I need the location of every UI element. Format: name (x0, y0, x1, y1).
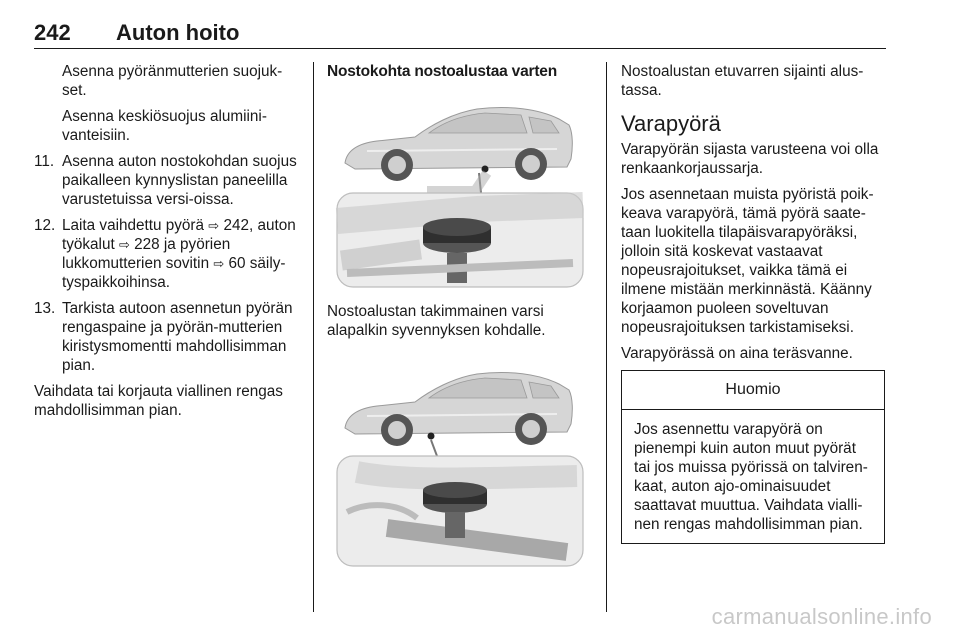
step-number: 12. (34, 217, 56, 234)
page-reference-icon[interactable]: ⇨ (118, 237, 130, 252)
notice-text: Jos asennettu varapyörä on pienempi kuin auton muut pyörät tai jos muissa pyörissä on talviren-kaat, auton ajo-ominaisuudet saattavat muuttua. Vaihdata vialli-nen rengas mahdollisimman pian. (634, 421, 868, 533)
instruction-paragraph: Asenna pyöränmutterien suojuk-set. (62, 63, 283, 99)
page-reference-icon[interactable]: ⇨ (208, 218, 220, 233)
figure-caption: Nostoalustan etuvarren sijainti alus-tassa. (621, 63, 864, 99)
step-text: auton työkalut (62, 217, 296, 253)
page-number: 242 (34, 20, 71, 45)
rear-lift-point-illustration (327, 87, 593, 291)
column-divider (606, 62, 607, 612)
body-paragraph: Varapyörässä on aina teräsvanne. (621, 345, 853, 362)
watermark: carmanualsonline.info (711, 604, 932, 629)
closing-paragraph: Vaihdata tai korjauta viallinen rengas mahdollisimman pian. (34, 383, 283, 419)
notice-title: Huomio (622, 371, 884, 410)
list-item (34, 216, 300, 292)
left-column (34, 62, 300, 427)
body-paragraph: Varapyörän sijasta varusteena voi olla renkaankorjaussarja. (621, 141, 879, 177)
column-divider (313, 62, 314, 612)
right-column (621, 62, 887, 544)
steps-list (34, 152, 300, 375)
step-text: Asenna auton nostokohdan suojus paikalleen kynnyslistan paneelilla varustetuissa versi-oissa. (62, 153, 297, 208)
page-reference[interactable]: 228 ja pyörien lukkomutterien sovitin (62, 236, 231, 272)
step-number: 11. (34, 153, 55, 170)
body-paragraph: Jos asennetaan muista pyöristä poik-keava varapyörä, tämä pyörä saate-taan luokitella tilapäisvarapyöräksi, jolloin sitä koskevat vastaavat nopeusrajoitukset, vaikka tämä ei ilmene mistään merkinnästä. Käänny korjaamon puoleen soveltuvan nopeusrajoituksen tarkistamiseksi. (621, 186, 874, 336)
middle-column (327, 62, 593, 570)
figure-caption: Nostoalustan takimmainen varsi alapalkin syvennyksen kohdalle. (327, 303, 546, 339)
step-text: Laita vaihdettu pyörä (62, 217, 209, 234)
step-number: 13. (34, 300, 56, 317)
page-reference[interactable]: 60 säily-tyspaikkoihinsa. (62, 255, 286, 291)
page-reference[interactable]: 242, (223, 217, 254, 234)
subsection-heading: Nostokohta nostoalustaa varten (327, 63, 557, 80)
page-reference-icon[interactable]: ⇨ (213, 256, 225, 271)
instruction-paragraph: Asenna keskiösuojus alumiini-vanteisiin. (62, 108, 267, 144)
list-item (34, 299, 300, 375)
page-title: Auton hoito (116, 20, 240, 45)
list-item (34, 152, 300, 209)
section-heading: Varapyörä (621, 111, 721, 136)
step-text: Tarkista autoon asennetun pyörän rengaspaine ja pyörän-mutterien kiristysmomentti mahdollisimman pian. (62, 300, 293, 374)
front-lift-point-illustration (327, 352, 593, 570)
page-header (34, 14, 886, 49)
notice-box (621, 370, 885, 544)
